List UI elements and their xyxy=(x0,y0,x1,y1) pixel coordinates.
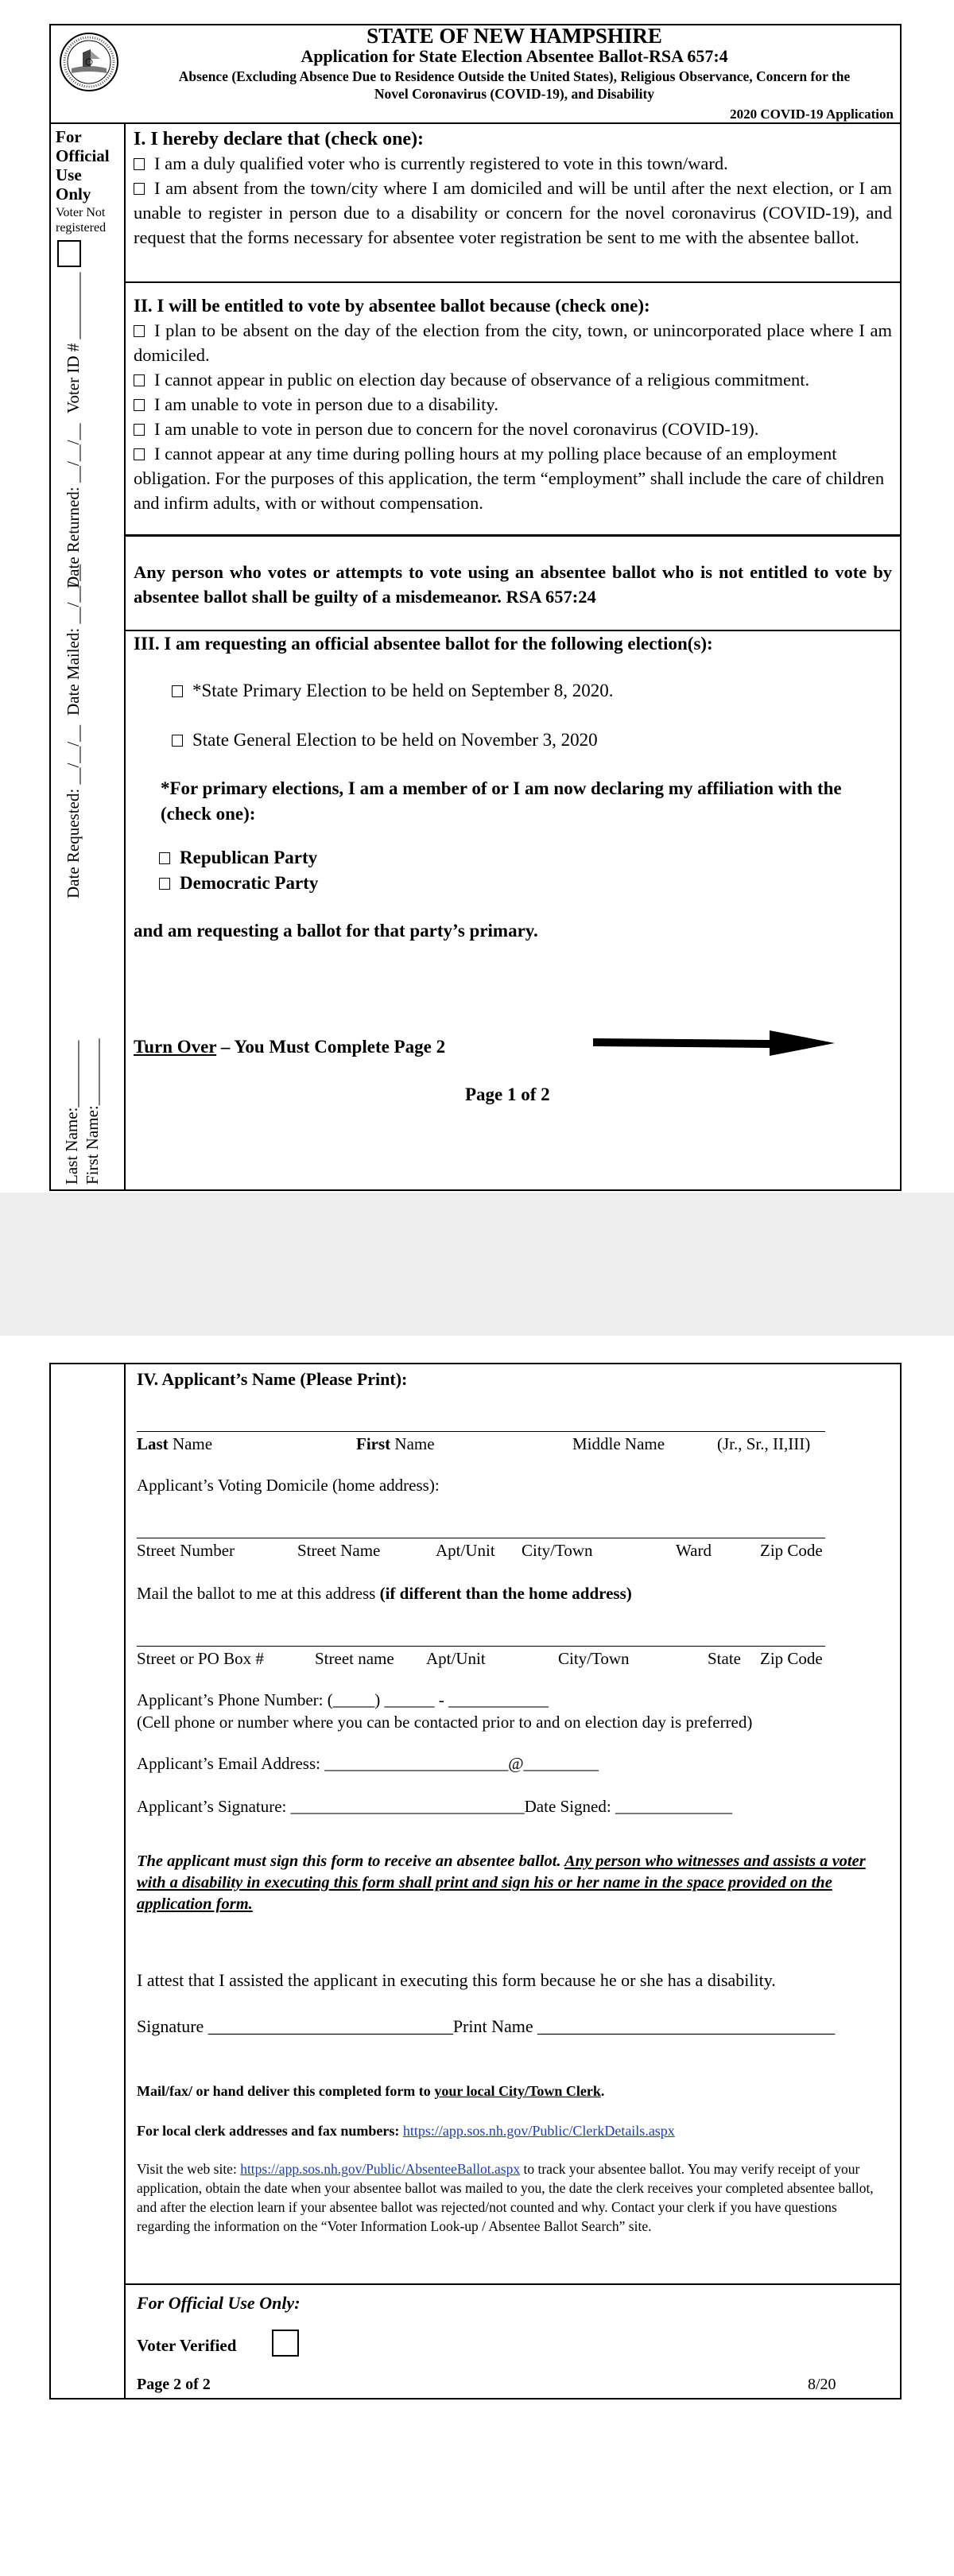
section-2-option-5: I cannot appear at any time during polling hours at my polling place because of an employment obligation. For the purposes of this application, the term “employment” shall include the care of children and infirm adults, with or without compensation. xyxy=(134,444,885,513)
tracking-info: Visit the web site: https://app.sos.nh.gov/Public/AbsenteeBallot.aspx to track your absentee ballot. You may verify receipt of your application, obtain the date when your absentee ballot was mailed to you, the date the clerk receives your completed absentee ballot, and after the election learn if your absentee ballot was rejected/not counted and why. Contact your clerk if you have questions regarding the information on the “Voter Information Look-up / Absentee Ballot Search” site. xyxy=(137,2161,874,2234)
page-2 xyxy=(0,1336,954,2576)
page-1-number: Page 1 of 2 xyxy=(465,1084,550,1104)
label-apt-unit: Apt/Unit xyxy=(436,1541,495,1560)
voter-not-registered-checkbox[interactable] xyxy=(57,240,81,267)
election-general: State General Election to be held on November 3, 2020 xyxy=(172,730,598,751)
section-2-heading: II. I will be entitled to vote by absentee ballot because (check one): xyxy=(134,296,650,316)
label-zip-code: Zip Code xyxy=(760,1649,823,1668)
checkbox[interactable] xyxy=(134,158,145,170)
party-republican: Republican Party xyxy=(159,848,317,868)
arrow-right-icon xyxy=(593,1030,835,1056)
section-1 xyxy=(134,127,892,250)
checkbox[interactable] xyxy=(159,852,170,864)
official-use-divider xyxy=(124,2283,902,2285)
last-name-field: Last Name:________ xyxy=(62,1040,81,1185)
checkbox[interactable] xyxy=(134,399,145,411)
section-2 xyxy=(134,294,892,515)
page-2-number: Page 2 of 2 xyxy=(137,2376,211,2393)
official-use-title: For Official Use Only xyxy=(56,127,110,204)
clerk-info: For local clerk addresses and fax numbers: https://app.sos.nh.gov/Public/ClerkDetails.aspx xyxy=(137,2123,675,2139)
voter-verified-checkbox[interactable] xyxy=(272,2330,299,2357)
label-street-po-box: Street or PO Box # xyxy=(137,1649,264,1668)
checkbox[interactable] xyxy=(134,183,145,195)
label-city-town: City/Town xyxy=(558,1649,630,1668)
assistant-signature-field[interactable]: Signature ____________________________Print Name __________________________________ xyxy=(137,2016,836,2036)
edition-label: 2020 COVID-19 Application xyxy=(730,107,894,122)
form-title: Application for State Election Absentee Ballot-RSA 657:4 xyxy=(301,46,728,66)
turn-over-notice: Turn Over – You Must Complete Page 2 xyxy=(134,1037,446,1057)
checkbox[interactable] xyxy=(134,325,145,337)
label-street-number: Street Number xyxy=(137,1541,235,1560)
voter-not-registered-label: Voter Not registered xyxy=(56,206,107,235)
section-2-option-1: I plan to be absent on the day of the election from the city, town, or unincorporated place where I am domiciled. xyxy=(134,320,892,365)
date-mailed-field: Date Mailed: __/__/__ xyxy=(64,564,83,716)
absentee-ballot-link[interactable]: https://app.sos.nh.gov/Public/AbsenteeBallot.aspx xyxy=(240,2161,521,2177)
misdemeanor-warning: Any person who votes or attempts to vote using an absentee ballot who is not entitled to vote by absentee ballot shall be guilty of a misdemeanor. RSA 657:24 xyxy=(134,562,892,607)
checkbox[interactable] xyxy=(134,374,145,386)
form-subtitle-1: Absence (Excluding Absence Due to Residence Outside the United States), Religious Observance, Concern for the xyxy=(178,68,851,84)
name-line xyxy=(137,1431,825,1432)
label-first-name: First Name xyxy=(356,1434,435,1453)
header-divider xyxy=(49,122,902,124)
label-suffix: (Jr., Sr., II,III) xyxy=(717,1434,811,1453)
label-zip-code: Zip Code xyxy=(760,1541,823,1560)
section-2-option-2: I cannot appear in public on election day because of observance of a religious commitment. xyxy=(134,367,892,392)
checkbox[interactable] xyxy=(172,735,183,747)
primary-ballot-statement: and am requesting a ballot for that party’s primary. xyxy=(134,921,538,941)
witness-notice: The applicant must sign this form to receive an absentee ballot. Any person who witnesses and assists a voter with a disability in executing this form shall print and sign his or her name in the space provided on the application form. xyxy=(137,1852,866,1913)
date-requested-field: Date Requested: __/__/__ xyxy=(64,724,83,898)
checkbox[interactable] xyxy=(172,685,183,697)
clerk-details-link[interactable]: https://app.sos.nh.gov/Public/ClerkDetails.aspx xyxy=(402,2123,675,2139)
delivery-instructions: Mail/fax/ or hand deliver this completed form to your local City/Town Clerk. xyxy=(137,2083,605,2099)
section-2-option-4: I am unable to vote in person due to concern for the novel coronavirus (COVID-19). xyxy=(134,417,892,441)
label-apt-unit: Apt/Unit xyxy=(426,1649,486,1668)
voter-verified-label: Voter Verified xyxy=(137,2336,237,2355)
mailing-address-label: Mail the ballot to me at this address (if different than the home address) xyxy=(137,1584,632,1603)
checkbox[interactable] xyxy=(134,448,145,460)
voter-id-field: Voter ID # ________ xyxy=(64,272,83,413)
section-1-option-2: I am absent from the town/city where I am domiciled and will be until after the next election, or I am unable to register in person due to a disability or concern for the novel coronavirus (COVID-19), and request that the forms necessary for absentee voter registration be sent to me with the absentee ballot. xyxy=(134,178,892,247)
election-primary: *State Primary Election to be held on September 8, 2020. xyxy=(172,681,614,701)
label-street-name: Street Name xyxy=(297,1541,381,1560)
label-city-town: City/Town xyxy=(522,1541,593,1560)
signature-field[interactable]: Applicant’s Signature: ____________________________Date Signed: ______________ xyxy=(137,1797,732,1816)
checkbox[interactable] xyxy=(134,424,145,436)
email-field[interactable]: Applicant’s Email Address: ______________________@_________ xyxy=(137,1754,599,1773)
page-1 xyxy=(0,0,954,1193)
state-seal-icon xyxy=(59,32,119,92)
party-democratic: Democratic Party xyxy=(159,873,318,894)
section-2-divider xyxy=(124,534,902,537)
affiliation-prompt: *For primary elections, I am a member of or I am now declaring my affiliation with the (check one): xyxy=(161,778,842,824)
label-last-name: Last Name xyxy=(137,1434,213,1453)
label-middle-name: Middle Name xyxy=(572,1434,665,1453)
section-3-heading: III. I am requesting an official absentee ballot for the following election(s): xyxy=(134,634,713,654)
state-name: STATE OF NEW HAMPSHIRE xyxy=(366,24,662,48)
official-use-heading: For Official Use Only: xyxy=(137,2293,301,2313)
label-ward: Ward xyxy=(676,1541,712,1560)
form-subtitle-2: Novel Coronavirus (COVID-19), and Disability xyxy=(374,86,655,102)
label-state: State xyxy=(708,1649,741,1668)
section-4-heading: IV. Applicant’s Name (Please Print): xyxy=(137,1369,408,1389)
assistant-attestation: I attest that I assisted the applicant in executing this form because he or she has a disability. xyxy=(137,1970,776,1990)
label-street-name: Street name xyxy=(315,1649,394,1668)
page-2-left-margin xyxy=(124,1363,126,2399)
first-name-field: First Name:________ xyxy=(83,1038,102,1185)
section-2-option-3: I am unable to vote in person due to a disability. xyxy=(134,392,892,417)
section-1-divider xyxy=(124,281,902,283)
phone-note: (Cell phone or number where you can be contacted prior to and on election day is preferred) xyxy=(137,1713,753,1732)
warning-divider xyxy=(124,630,902,631)
mailing-line xyxy=(137,1646,825,1647)
voting-domicile-label: Applicant’s Voting Domicile (home address): xyxy=(137,1476,440,1495)
section-1-heading: I. I hereby declare that (check one): xyxy=(134,129,425,149)
date-returned-field: Date Returned: __/__/__ xyxy=(64,423,83,588)
checkbox[interactable] xyxy=(159,878,170,890)
phone-field[interactable]: Applicant’s Phone Number: (_____) ______ - ____________ xyxy=(137,1690,549,1709)
revision-date: 8/20 xyxy=(808,2376,836,2393)
section-1-option-1: I am a duly qualified voter who is currently registered to vote in this town/ward. xyxy=(134,151,892,176)
